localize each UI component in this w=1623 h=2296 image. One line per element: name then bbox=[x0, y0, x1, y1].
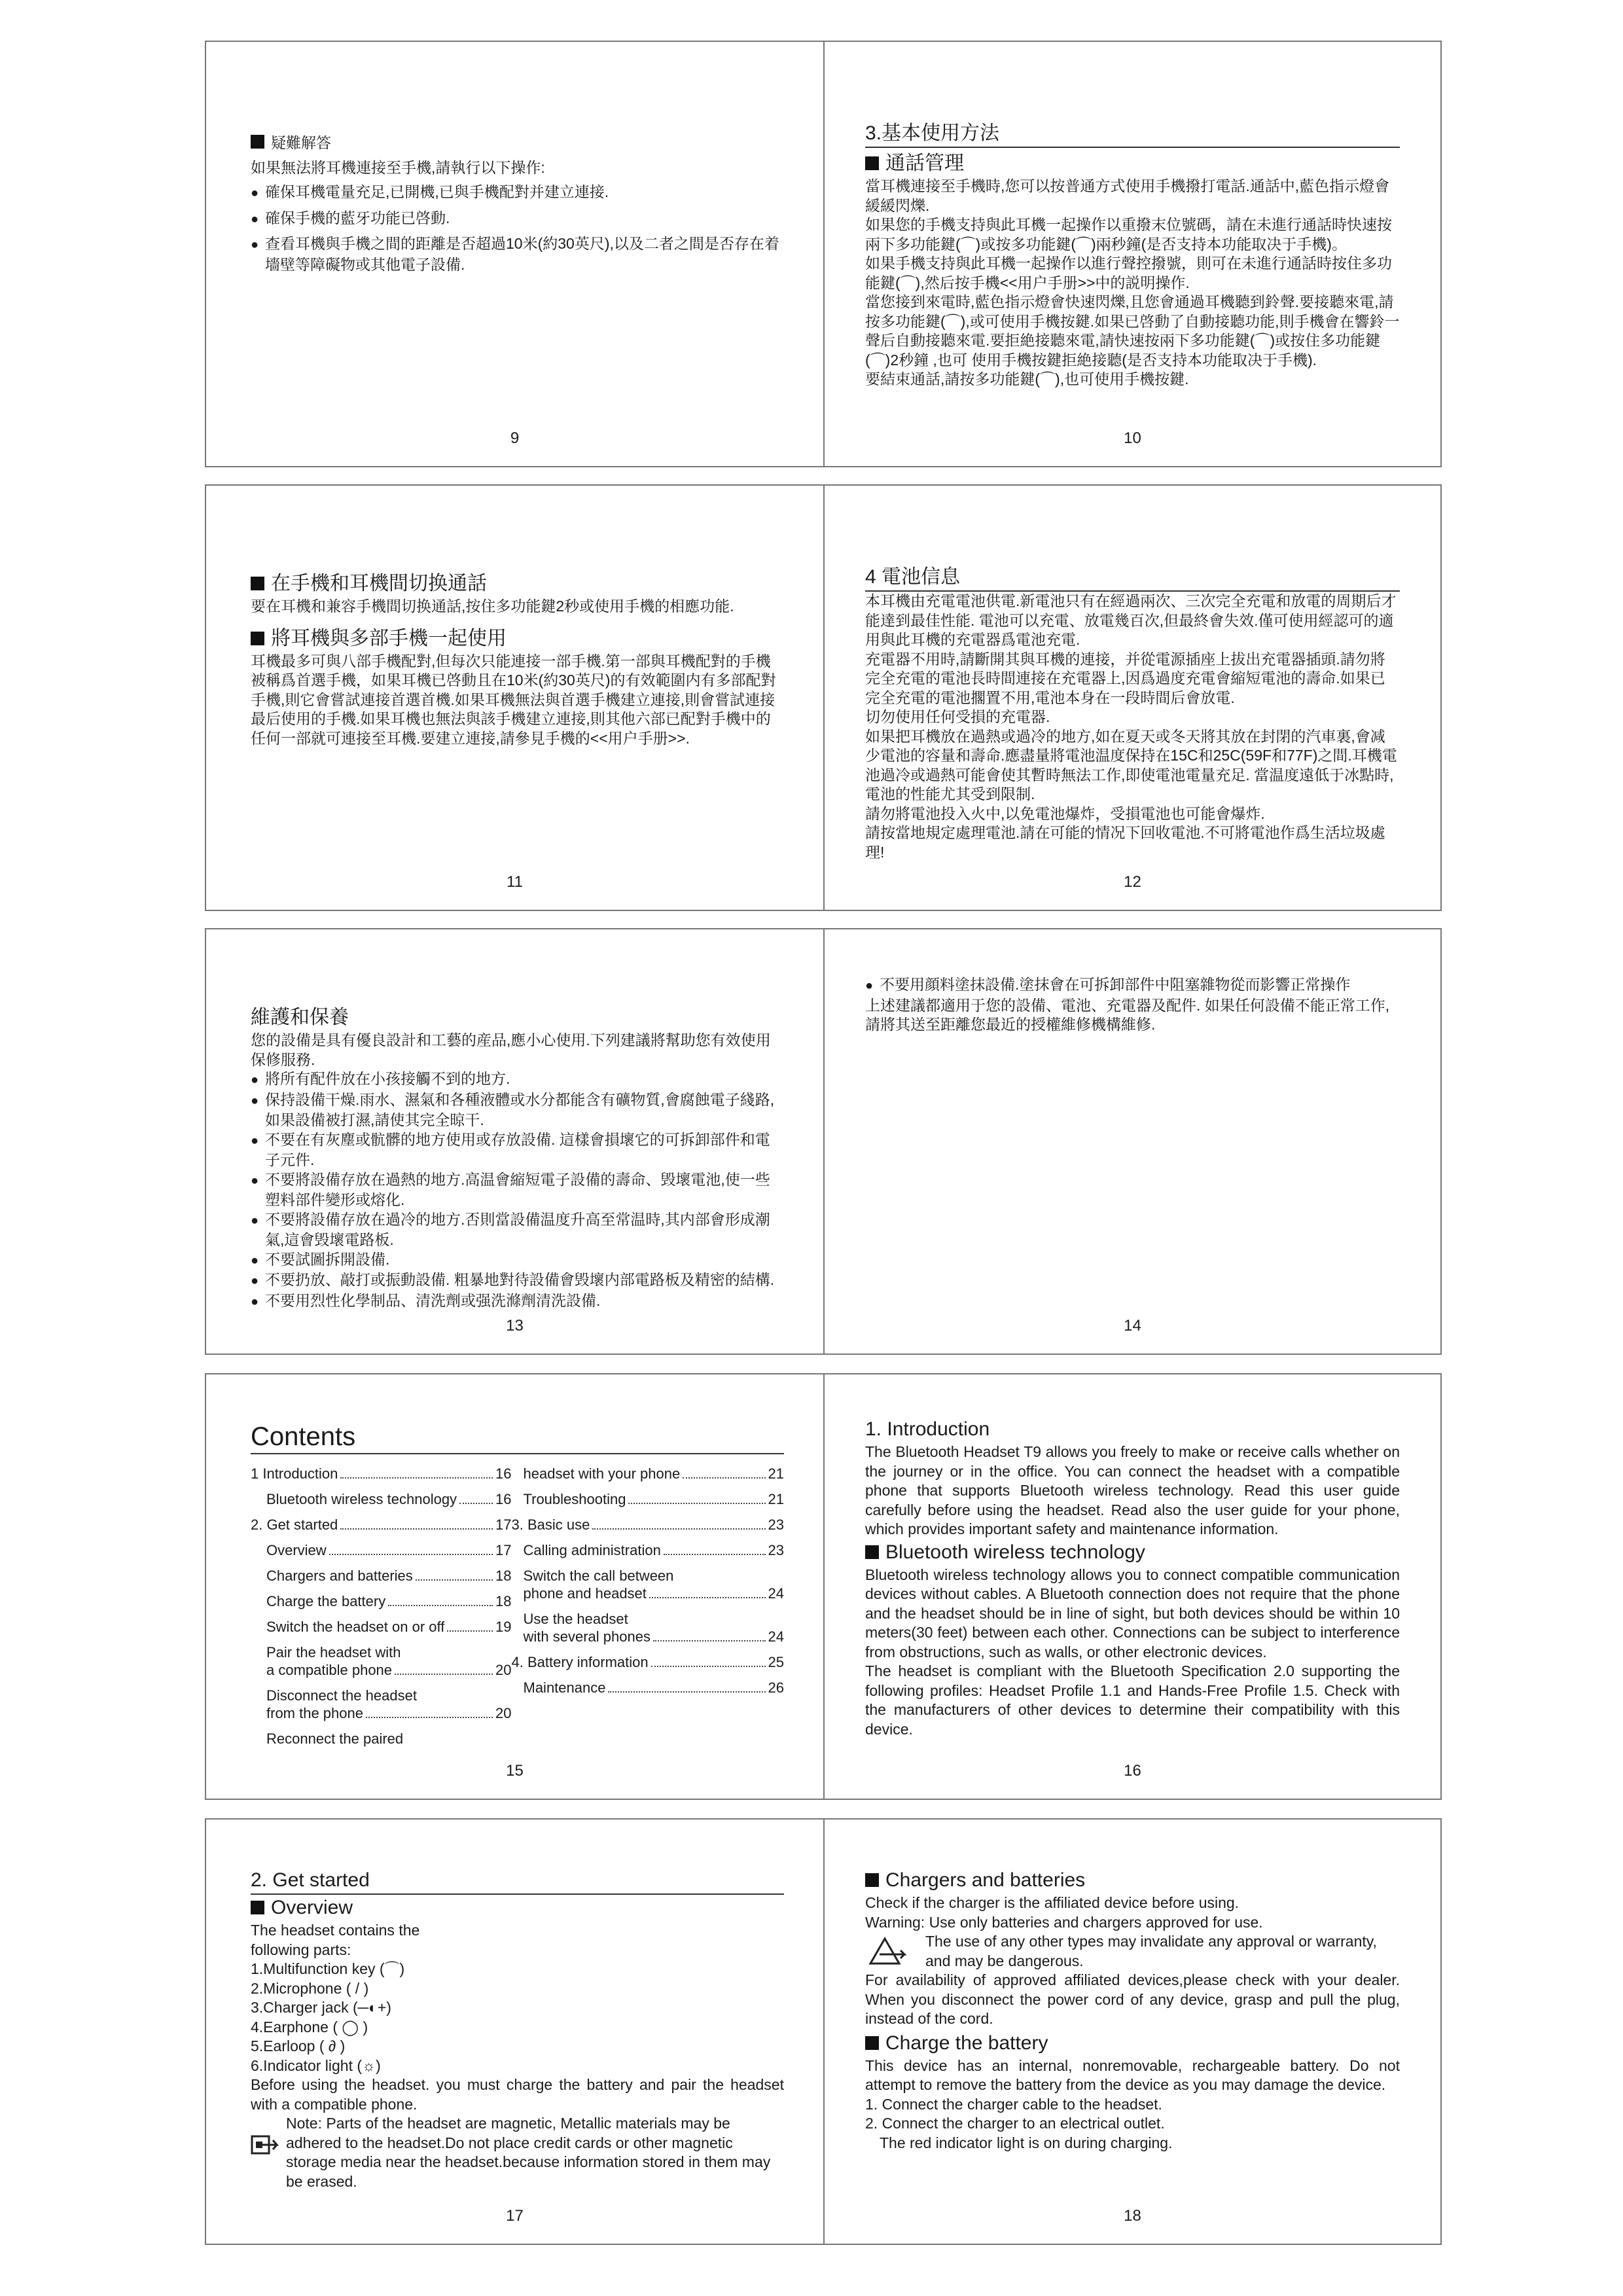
step-note: The red indicator light is on during charging. bbox=[880, 2134, 1173, 2151]
section-heading: Bluetooth wireless technology bbox=[865, 1539, 1400, 1566]
toc-entry[interactable]: 4. Battery information 25 bbox=[511, 1654, 784, 1670]
page-17 bbox=[206, 1820, 823, 2244]
page-11 bbox=[206, 486, 823, 910]
page-12 bbox=[823, 486, 1440, 910]
sheet-row-2 bbox=[205, 484, 1442, 911]
warning-text: Warning: Use only batteries and chargers approved for use. bbox=[865, 1913, 1263, 1931]
toc-entry[interactable]: 1 Introduction 16 bbox=[251, 1465, 512, 1482]
section-heading: 在手機和耳機間切换通話 bbox=[251, 571, 784, 597]
section-title: 4 電池信息 bbox=[865, 564, 1400, 592]
page-number: 16 bbox=[1124, 1762, 1141, 1780]
microphone-icon: ( / ) bbox=[346, 1979, 369, 1997]
bullet-item: ● 不要用烈性化學制品、清洗劑或强洗滌劑清洗設備. bbox=[251, 1291, 784, 1312]
square-bullet-icon bbox=[865, 156, 879, 170]
bullet-item: ● 保持設備干燥.雨水、濕氣和各種液體或水分都能含有礦物質,會腐蝕電子綫路,如果設備被打濕,請使其完全晾干. bbox=[251, 1090, 784, 1130]
part-item: 1.Multifunction key (⌒) bbox=[251, 1960, 405, 1977]
paragraph: The headset is compliant with the Bluetooth Specification 2.0 supporting the following profiles: Headset Profile 1.1 and Hands-Free Profile 1.5. Check with the manufacturers of other devices to determine their compatibility with this device. bbox=[865, 1662, 1400, 1738]
contents-title: Contents bbox=[251, 1420, 784, 1454]
paragraph: Before using the headset. you must charge the battery and pair the headset with a compatible phone. bbox=[251, 2076, 784, 2113]
sheet-row-3 bbox=[205, 928, 1442, 1355]
toc-entry[interactable]: Reconnect the paired bbox=[266, 1731, 404, 1747]
paragraph: following parts: bbox=[251, 1941, 351, 1958]
bullet-item: ● 確保耳機電量充足,已開機,已與手機配對并建立連接. bbox=[251, 183, 784, 204]
toc-column-right bbox=[511, 1465, 785, 1748]
section-title: 2. Get started bbox=[251, 1867, 784, 1895]
toc-entry[interactable]: 3. Basic use 23 bbox=[511, 1516, 784, 1533]
bullet-item: ● 將所有配件放在小孩接觸不到的地方. bbox=[251, 1069, 784, 1090]
paragraph: 請按當地規定處理電池.請在可能的情况下回收電池.不可將電池作爲生活垃圾處理! bbox=[865, 824, 1385, 861]
paragraph: 當耳機連接至手機時,您可以按普通方式使用手機撥打電話.通話中,藍色指示燈會緩緩閃爍. bbox=[865, 177, 1390, 214]
warning-text: The use of any other types may invalidate any approval or warranty, and may be dangerous. bbox=[925, 1933, 1377, 1969]
sheet-row-5 bbox=[205, 1818, 1442, 2245]
toc-entry[interactable]: Chargers and batteries 18 bbox=[266, 1568, 512, 1584]
toc-entry[interactable]: Calling administration 23 bbox=[523, 1542, 784, 1558]
toc-entry[interactable]: Overview 17 bbox=[266, 1542, 512, 1558]
page-14 bbox=[823, 929, 1440, 1354]
indicator-light-icon: (☼) bbox=[357, 2056, 381, 2074]
paragraph: 如果您的手機支持與此耳機一起操作以重撥末位號碼，請在未進行通話時快速按兩下多功能鍵(⌒)或按多功能鍵(⌒)兩秒鐘(是否支持本功能取决于手機)。 bbox=[865, 216, 1392, 253]
step-item: 2. Connect the charger to an electrical outlet. bbox=[865, 2115, 1165, 2132]
part-item: 2.Microphone ( / ) bbox=[251, 1979, 369, 1997]
section-title: 3.基本使用方法 bbox=[865, 120, 1400, 148]
page-number: 9 bbox=[510, 429, 520, 447]
sheet-row-4 bbox=[205, 1373, 1442, 1800]
paragraph: The Bluetooth Headset T9 allows you freely to make or receive calls whether on the journey or in the office. You can connect the headset with a compatible phone that supports Bluetooth wireless technology. Read this user guide carefully before using the headset. Read also the user guide for your phone, which provides important safety and maintenance information. bbox=[865, 1443, 1400, 1537]
paragraph: The headset contains the bbox=[251, 1922, 420, 1939]
square-bullet-icon bbox=[865, 1873, 879, 1887]
toc-entry-multiline[interactable]: Switch the call between phone and headset 24 bbox=[523, 1568, 784, 1602]
paragraph: 切勿使用任何受損的充電器. bbox=[865, 708, 1050, 725]
note-hand-icon bbox=[251, 2132, 285, 2159]
section-heading: 將耳機與多部手機一起使用 bbox=[251, 626, 784, 652]
page-number: 12 bbox=[1124, 873, 1141, 891]
page-number: 10 bbox=[1124, 429, 1141, 447]
paragraph: 您的設備是具有優良設計和工藝的産品,應小心使用.下列建議將幫助您有效使用保修服務. bbox=[251, 1031, 771, 1068]
toc-entry[interactable]: Switch the headset on or off 19 bbox=[266, 1619, 512, 1635]
bullet-item: ● 確保手機的藍牙功能已啓動. bbox=[251, 209, 784, 230]
part-item: 4.Earphone ( ◯ ) bbox=[251, 2018, 368, 2036]
page-9 bbox=[206, 42, 823, 466]
page-number: 11 bbox=[507, 873, 523, 891]
warning-triangle-icon bbox=[865, 1935, 914, 1966]
toc-entry[interactable]: Maintenance 26 bbox=[523, 1679, 784, 1696]
charger-jack-icon: (─◐+) bbox=[352, 1999, 391, 2016]
paragraph: Bluetooth wireless technology allows you to connect compatible communication devices without cables. A Bluetooth connection does not require that the phone and the headset should be in line of sight, but both devices should be within 10 meters(30 feet) between each other. Connections can be subject to interference from obstructions, such as walls, or other electronic devices. bbox=[865, 1566, 1400, 1660]
note-text: Note: Parts of the headset are magnetic, Metallic materials may be adhered to the headset.Do not place credit cards or other magnetic storage media near the headset.because information stored in them may be erased. bbox=[286, 2115, 771, 2190]
page-16 bbox=[823, 1374, 1440, 1799]
toc-column-left bbox=[251, 1465, 512, 1748]
page-18 bbox=[823, 1820, 1440, 2244]
paragraph: For availability of approved affiliated devices,please check with your dealer. When you disconnect the power cord of any device, grasp and pull the plug, instead of the cord. bbox=[865, 1971, 1400, 2027]
section-heading: 通話管理 bbox=[865, 151, 1400, 177]
part-item: 5.Earloop ( ∂ ) bbox=[251, 2037, 346, 2054]
note-block bbox=[251, 2114, 784, 2191]
section-heading: Overview bbox=[251, 1895, 784, 1921]
page-15 bbox=[206, 1374, 823, 1799]
square-bullet-icon bbox=[865, 2036, 879, 2050]
toc-entry-multiline[interactable]: Use the headset with several phones 24 bbox=[523, 1611, 784, 1645]
toc-entry[interactable]: Bluetooth wireless technology 16 bbox=[266, 1491, 512, 1507]
paragraph: 要在耳機和兼容手機間切换通話,按住多功能鍵2秒或使用手機的相應功能. bbox=[251, 598, 734, 615]
sheet-row-1 bbox=[205, 41, 1442, 467]
square-bullet-icon bbox=[251, 632, 264, 645]
paragraph: This device has an internal, nonremovable, rechargeable battery. Do not attempt to remove the battery from the device as you may damage the device. bbox=[865, 2056, 1400, 2093]
warning-block bbox=[865, 1932, 1400, 1971]
page-number: 13 bbox=[506, 1317, 524, 1335]
paragraph: 充電器不用時,請斷開其與耳機的連接，并從電源插座上拔出充電器插頭.請勿將完全充電的電池長時間連接在充電器上,因爲過度充電會縮短電池的壽命.如果已完全充電的電池擱置不用,電池本身在一段時間后會放電. bbox=[865, 650, 1385, 706]
section-title: 維護和保養 bbox=[251, 1007, 349, 1028]
table-of-contents bbox=[251, 1465, 784, 1748]
square-bullet-icon bbox=[865, 1545, 879, 1559]
paragraph: Check if the charger is the affiliated device before using. bbox=[865, 1894, 1240, 1911]
step-item: 1. Connect the charger cable to the headset. bbox=[865, 2095, 1162, 2113]
page-number: 15 bbox=[506, 1762, 524, 1780]
page-number: 17 bbox=[506, 2207, 524, 2225]
earloop-icon: ( ∂ ) bbox=[319, 2037, 346, 2054]
page-number: 14 bbox=[1124, 1317, 1141, 1335]
square-bullet-icon bbox=[251, 1901, 264, 1914]
page-number: 18 bbox=[1124, 2207, 1141, 2225]
paragraph: 本耳機由充電電池供電.新電池只有在經過兩次、三次完全充電和放電的周期后才能達到最佳性能. 電池可以充電、放電幾百次,但最終會失效.僅可使用經認可的適用與此耳機的充電器爲電池充電. bbox=[865, 592, 1397, 648]
section-title: 1. Introduction bbox=[865, 1418, 990, 1440]
toc-entry[interactable]: Charge the battery 18 bbox=[266, 1593, 512, 1609]
bullet-item: ● 查看耳機與手機之間的距離是否超過10米(約30英尺),以及二者之間是否存在着墻壁等障礙物或其他電子設備. bbox=[251, 234, 784, 274]
bullet-item: ● 不要試圖拆開設備. bbox=[251, 1250, 784, 1271]
part-item: 6.Indicator light (☼) bbox=[251, 2056, 381, 2074]
earphone-icon: ( ◯ ) bbox=[332, 2018, 368, 2036]
paragraph: 請勿將電池投入火中,以免電池爆炸，受損電池也可能會爆炸. bbox=[865, 804, 1265, 822]
square-bullet-icon bbox=[251, 577, 264, 590]
part-item: 3.Charger jack (─◐+) bbox=[251, 1999, 391, 2016]
toc-entry[interactable]: headset with your phone 21 bbox=[523, 1465, 784, 1482]
paragraph: 如果把耳機放在過熱或過冷的地方,如在夏天或冬天將其放在封閉的汽車裏,會减少電池的容量和壽命.應盡量將電池温度保持在15C和25C(59F和77F)之間.耳機電池過冷或過熱可能會使其暫時無法工作,即使電池電量充足. 當温度遠低于冰點時,電池的性能尤其受到限制. bbox=[865, 727, 1397, 802]
intro-text: 如果無法將耳機連接至手機,請執行以下操作: bbox=[251, 158, 545, 176]
toc-entry-multiline[interactable]: Pair the headset with a compatible phone 20 bbox=[266, 1644, 512, 1678]
bullet-item: ● 不要將設備存放在過冷的地方.否則當設備温度升高至常温時,其内部會形成潮氣,這會毁壞電路板. bbox=[251, 1210, 784, 1250]
bullet-item: ● 不要在有灰塵或骯髒的地方使用或存放設備. 這樣會損壞它的可拆卸部件和電子元件. bbox=[251, 1130, 784, 1170]
troubleshoot-heading: 疑難解答 bbox=[251, 134, 784, 153]
page-10 bbox=[823, 42, 1440, 466]
toc-entry-multiline[interactable]: Disconnect the headset from the phone 20 bbox=[266, 1687, 512, 1721]
page-13 bbox=[206, 929, 823, 1354]
toc-entry[interactable]: 2. Get started 17 bbox=[251, 1516, 512, 1533]
section-heading: Chargers and batteries bbox=[865, 1867, 1400, 1893]
bullet-item: ● 不要用顔料塗抹設備.塗抹會在可拆卸部件中阻塞雜物從而影響正常操作 bbox=[865, 975, 1400, 996]
section-heading: Charge the battery bbox=[865, 2030, 1400, 2056]
toc-entry[interactable]: Troubleshooting 21 bbox=[523, 1491, 784, 1507]
paragraph: 當您接到來電時,藍色指示燈會快速閃爍,且您會通過耳機聽到鈴聲.要接聽來電,請按多功能鍵(⌒),或可使用手機按鍵.如果已啓動了自動接聽功能,則手機會在響鈴一聲后自動接聽來電.要拒絶接聽來電,請快速按兩下多功能鍵(⌒)或按住多功能鍵(⌒)2秒鐘 ,也可 使用手機按鍵拒絶接聽(是否支持本功能取决于手機). bbox=[865, 293, 1400, 368]
paragraph: 上述建議都適用于您的設備、電池、充電器及配件. 如果任何設備不能正常工作,請將其送至距離您最近的授權維修機構維修. bbox=[865, 996, 1390, 1033]
bullet-item: ● 不要扔放、敲打或振動設備. 粗暴地對待設備會毁壞内部電路板及精密的結構. bbox=[251, 1270, 784, 1291]
paragraph: 要結束通話,請按多功能鍵(⌒),也可使用手機按鍵. bbox=[865, 370, 1189, 387]
paragraph: 如果手機支持與此耳機一起操作以進行聲控撥號，則可在未進行通話時按住多功能鍵(⌒),然后按手機<<用户手册>>中的説明操作. bbox=[865, 255, 1392, 291]
bullet-item: ● 不要將設備存放在過熱的地方.高温會縮短電子設備的壽命、毁壞電池,使一些塑料部件變形或熔化. bbox=[251, 1170, 784, 1210]
paragraph: 耳機最多可與八部手機配對,但每次只能連接一部手機.第一部與耳機配對的手機被稱爲首選手機，如果耳機已啓動且在10米(約30英尺)的有效範圍内有多部配對手機,則它會嘗試連接首選首機.如果耳機無法與首選手機建立連接,則會嘗試連接最后使用的手機.如果耳機也無法與該手機建立連接,則其他六部已配對手機中的任何一部就可連接至耳機.要建立連接,請參見手機的<<用户手册>>. bbox=[251, 652, 776, 747]
square-bullet-icon bbox=[251, 135, 264, 149]
multifunction-key-icon: (⌒) bbox=[379, 1960, 405, 1977]
